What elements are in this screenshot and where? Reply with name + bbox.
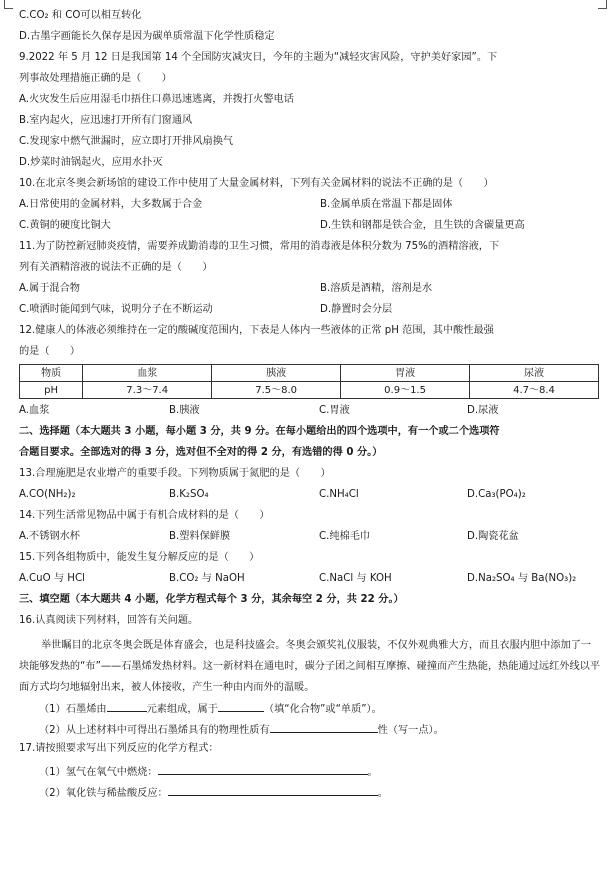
ph-table-header-row xyxy=(20,365,599,382)
ph-table-cell: 0.9～1.5 xyxy=(341,382,470,399)
q8-option-c: C.CO₂ 和 CO可以相互转化 xyxy=(19,10,142,21)
q12-option-d: D.尿液 xyxy=(467,405,499,416)
q13-option-b: B.K₂SO₄ xyxy=(169,489,209,500)
q17-sub1-blank[interactable] xyxy=(158,763,368,775)
q13-stem: 13.合理施肥是农业增产的重要手段。下列物质属于氮肥的是（ ） xyxy=(19,468,331,479)
q17-sub1 xyxy=(19,763,601,784)
ph-table-row xyxy=(20,382,599,399)
q15-option-a: A.CuO 与 HCl xyxy=(19,573,85,584)
q12-stem-line1: 12.健康人的体液必须维持在一定的酸碱度范围内，下表是人体内一些液体的正常 pH 范围，其中酸性最强 xyxy=(19,325,494,336)
q11-option-a: A.属于混合物 xyxy=(19,283,80,294)
q10-option-b: B.金属单质在常温下都是固体 xyxy=(320,199,453,210)
q16-sub2 xyxy=(19,721,601,742)
q16-sub1 xyxy=(19,700,601,721)
q11-stem-line2: 列有关酒精溶液的说法不正确的是（ ） xyxy=(19,262,213,273)
q17-sub2-period: 。 xyxy=(377,788,388,799)
q11-stem-line1: 11.为了防控新冠肺炎疫情，需要养成勤消毒的卫生习惯，常用的消毒液是体积分数为 75%的酒精溶液，下 xyxy=(19,241,500,252)
q14-option-b: B.塑料保鲜膜 xyxy=(169,531,231,542)
q9-option-d: D.炒菜时油锅起火，应用水扑灭 xyxy=(19,157,163,168)
exam-content xyxy=(19,9,601,805)
q16-sub2-text-a: （2）从上述材料中可得出石墨烯具有的物理性质有 xyxy=(39,725,270,736)
ph-table-cell: pH xyxy=(20,382,83,399)
q16-sub2-blank[interactable] xyxy=(270,721,378,733)
q13-option-c: C.NH₄Cl xyxy=(319,489,359,500)
q13-option-d: D.Ca₃(PO₄)₂ xyxy=(467,489,526,500)
q10-option-a: A.日常使用的金属材料，大多数属于合金 xyxy=(19,199,203,210)
q9-stem-line1: 9.2022 年 5 月 12 日是我国第 14 个全国防灾减灾日，今年的主题为“减轻灾害风险，守护美好家园”。下 xyxy=(19,52,498,63)
q14-option-c: C.纯棉毛巾 xyxy=(319,531,371,542)
q16-stem: 16.认真阅读下列材料，回答有关问题。 xyxy=(19,615,199,626)
q8-option-d: D.古墨字画能长久保存是因为碳单质常温下化学性质稳定 xyxy=(19,31,275,42)
q11-option-d: D.静置时会分层 xyxy=(320,304,393,315)
q9-option-c: C.发现家中燃气泄漏时，应立即打开排风扇换气 xyxy=(19,136,234,147)
q10-stem: 10.在北京冬奥会新场馆的建设工作中使用了大量金属材料，下列有关金属材料的说法不正确的是（ ） xyxy=(19,178,494,189)
q15-stem: 15.下列各组物质中，能发生复分解反应的是（ ） xyxy=(19,552,260,563)
q10-options-row1 xyxy=(19,198,601,219)
q16-sub1-blank1[interactable] xyxy=(107,700,147,712)
q11-option-c: C.喷洒时能闻到气味，说明分子在不断运动 xyxy=(19,304,213,315)
q12-option-c: C.胃液 xyxy=(319,405,350,416)
q12-options xyxy=(19,404,601,425)
ph-table-header: 物质 xyxy=(20,365,83,382)
q10-option-c: C.黄铜的硬度比铜大 xyxy=(19,220,111,231)
q14-options xyxy=(19,530,601,551)
q17-sub2-text: （2）氧化铁与稀盐酸反应： xyxy=(39,788,168,799)
q17-sub1-period: 。 xyxy=(367,767,378,778)
q11-options-row1 xyxy=(19,282,601,303)
q10-option-d: D.生铁和钢都是铁合金，且生铁的含碳量更高 xyxy=(320,220,525,231)
q11-option-b: B.溶质是酒精，溶剂是水 xyxy=(320,283,433,294)
ph-table-header: 胰液 xyxy=(212,365,341,382)
q15-option-d: D.Na₂SO₄ 与 Ba(NO₃)₂ xyxy=(467,573,577,584)
ph-table-header: 血浆 xyxy=(83,365,212,382)
section2-heading-line2: 合题目要求。全部选对的得 3 分，选对但不全对的得 2 分，有选错的得 0 分。） xyxy=(19,447,383,458)
q17-sub1-text: （1）氢气在氧气中燃烧： xyxy=(39,767,158,778)
q12-stem-line2: 的是（ ） xyxy=(19,346,81,357)
q16-sub1-text-c: （填“化合物”或“单质”）。 xyxy=(263,704,382,715)
q14-option-d: D.陶瓷花盆 xyxy=(467,531,519,542)
ph-table-cell: 7.5～8.0 xyxy=(212,382,341,399)
q16-sub1-blank2[interactable] xyxy=(218,700,264,712)
q16-sub2-text-b: 性（写一点）。 xyxy=(377,725,444,736)
crop-mark-top-right xyxy=(598,0,607,9)
ph-table-cell: 7.3～7.4 xyxy=(83,382,212,399)
ph-table-header: 胃液 xyxy=(341,365,470,382)
q11-options-row2 xyxy=(19,303,601,324)
ph-table-cell: 4.7～8.4 xyxy=(470,382,599,399)
q15-option-b: B.CO₂ 与 NaOH xyxy=(169,573,245,584)
ph-table xyxy=(19,364,599,399)
q17-stem: 17.请按照要求写出下列反应的化学方程式： xyxy=(19,743,219,754)
q17-sub2-blank[interactable] xyxy=(168,784,378,796)
q15-option-c: C.NaCl 与 KOH xyxy=(319,573,392,584)
q15-options xyxy=(19,572,601,593)
q10-options-row2 xyxy=(19,219,601,240)
q12-option-b: B.胰液 xyxy=(169,405,200,416)
q13-options xyxy=(19,488,601,509)
q9-stem-line2: 列事故处理措施正确的是（ ） xyxy=(19,73,172,84)
q13-option-a: A.CO(NH₂)₂ xyxy=(19,489,76,500)
q16-sub1-text-b: 元素组成，属于 xyxy=(146,704,218,715)
q9-option-b: B.室内起火，应迅速打开所有门窗通风 xyxy=(19,115,193,126)
q17-sub2 xyxy=(19,784,601,805)
ph-table-header: 尿液 xyxy=(470,365,599,382)
section2-heading-line1: 二、选择题（本大题共 3 小题，每小题 3 分，共 9 分。在每小题给出的四个选项中，有一个或二个选项符 xyxy=(19,426,500,437)
q14-stem: 14.下列生活常见物品中属于有机合成材料的是（ ） xyxy=(19,510,270,521)
crop-mark-top-left xyxy=(4,0,13,9)
q16-passage: 举世瞩目的北京冬奥会既是体育盛会，也是科技盛会。冬奥会颁奖礼仪服装，不仅外观典雅大方，而且衣服内胆中添加了一块能够发热的“布”——石墨烯发热材料。这一新材料在通电时，碳分子团之间相互摩擦、碰撞而产生热能，热能通过远红外线以平面方式均匀地辐射出来，被人体接收，产生一种由内而外的温暖。 xyxy=(19,640,601,693)
section3-heading: 三、填空题（本大题共 4 小题，化学方程式每个 3 分，其余每空 2 分，共 22 分。） xyxy=(19,594,404,605)
q12-option-a: A.血浆 xyxy=(19,405,50,416)
q16-sub1-text-a: （1）石墨烯由 xyxy=(39,704,107,715)
q9-option-a: A.火灾发生后应用湿毛巾捂住口鼻迅速逃离，并拨打火警电话 xyxy=(19,94,294,105)
q14-option-a: A.不锈钢水杯 xyxy=(19,531,80,542)
